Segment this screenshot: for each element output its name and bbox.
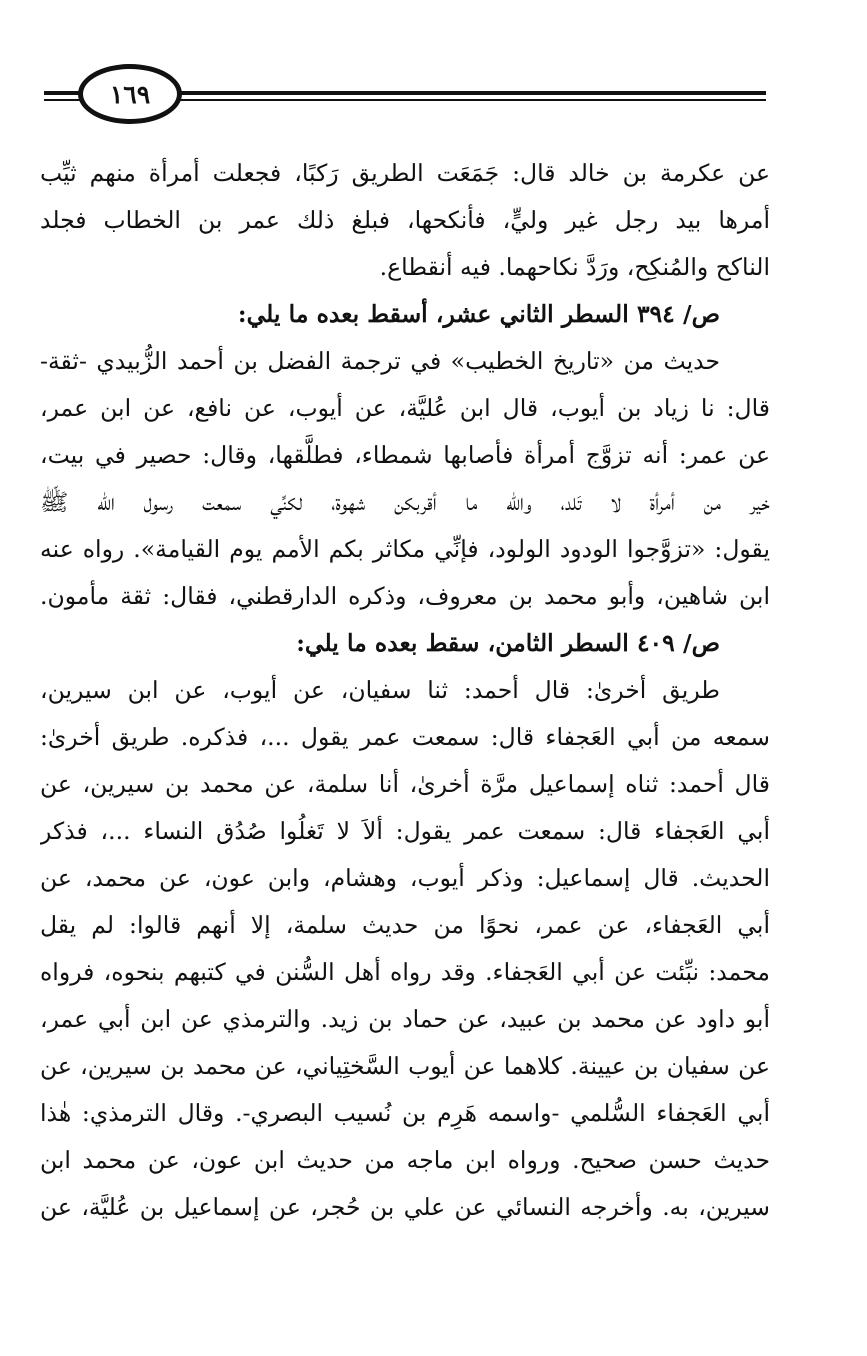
text-line: الناكح والمُنكِح، ورَدَّ نكاحهما. فيه أنقطاع. xyxy=(379,253,770,281)
page-number: ١٦٩ xyxy=(109,79,151,109)
text-line: عن عكرمة بن خالد قال: جَمَعَت الطريق رَكبًا، فجعلت أمرأة منهم ثيِّب xyxy=(40,159,770,187)
text-line: محمد: نبِّئت عن أبي العَجفاء. وقد رواه أهل السُّنن في كتبهم بنحوه، فرواه xyxy=(40,958,770,986)
section-heading: ص/ ٣٩٤ السطر الثاني عشر، أسقط بعده ما يلي: xyxy=(237,300,720,328)
text-line: طريق أخرىٰ: قال أحمد: ثنا سفيان، عن أيوب، عن ابن سيرين، xyxy=(40,676,720,704)
text-line: أبي العَجفاء السُّلمي -واسمه هَرِم بن نُسيب البصري-. وقال الترمذي: هٰذا xyxy=(40,1099,770,1127)
page-header xyxy=(44,64,766,126)
text-line: حديث من «تاريخ الخطيب» في ترجمة الفضل بن أحمد الزُّبيدي -ثقة- xyxy=(40,347,720,375)
page-body xyxy=(40,150,770,1231)
text-line: أبو داود عن محمد بن عبيد، عن حماد بن زيد. والترمذي عن ابن أبي عمر، xyxy=(40,1005,770,1033)
section-heading: ص/ ٤٠٩ السطر الثامن، سقط بعده ما يلي: xyxy=(296,629,720,657)
text-line: سمعه من أبي العَجفاء قال: سمعت عمر يقول ...، فذكره. طريق أخرىٰ: xyxy=(40,723,770,751)
page-number-badge xyxy=(78,64,182,124)
text-line: سيرين، به. وأخرجه النسائي عن علي بن حُجر، عن إسماعيل بن عُليَّة، عن xyxy=(40,1193,770,1221)
text-line: يقول: «تزوَّجوا الودود الولود، فإنِّي مكاثر بكم الأمم يوم القيامة». رواه عنه xyxy=(40,535,770,563)
text-line: أبي العَجفاء قال: سمعت عمر يقول: ألاَ لا تَغلُوا صُدُق النساء ...، فذكر xyxy=(40,817,770,845)
text-line: أمرها بيد رجل غير وليٍّ، فأنكحها، فبلغ ذلك عمر بن الخطاب فجلد xyxy=(40,206,770,234)
text-line: الحديث. قال إسماعيل: وذكر أيوب، وهشام، وابن عون، عن محمد، عن xyxy=(40,864,770,892)
text-line: حديث حسن صحيح. ورواه ابن ماجه من حديث ابن عون، عن محمد ابن xyxy=(40,1146,770,1174)
text-line: قال: نا زياد بن أيوب، قال ابن عُليَّة، عن أيوب، عن نافع، عن ابن عمر، xyxy=(40,394,770,422)
text-line: خير من أمرأة لا تَلد، والله ما أقربكن شهوة، لكنِّي سمعت رسول الله ﷺ xyxy=(40,488,770,516)
text-line: قال أحمد: ثناه إسماعيل مرَّة أخرىٰ، أنا سلمة، عن محمد بن سيرين، عن xyxy=(40,770,770,798)
text-line: أبي العَجفاء، عن عمر، نحوًا من حديث سلمة، إلا أنهم قالوا: لم يقل xyxy=(40,911,770,939)
text-line: ابن شاهين، وأبو محمد بن معروف، وذكره الدارقطني، فقال: ثقة مأمون. xyxy=(40,582,770,610)
text-line: عن عمر: أنه تزوَّج أمرأة فأصابها شمطاء، فطلَّقها، وقال: حصير في بيت، xyxy=(40,441,770,469)
text-line: عن سفيان بن عيينة. كلاهما عن أيوب السَّختِياني، عن محمد بن سيرين، عن xyxy=(40,1052,770,1080)
